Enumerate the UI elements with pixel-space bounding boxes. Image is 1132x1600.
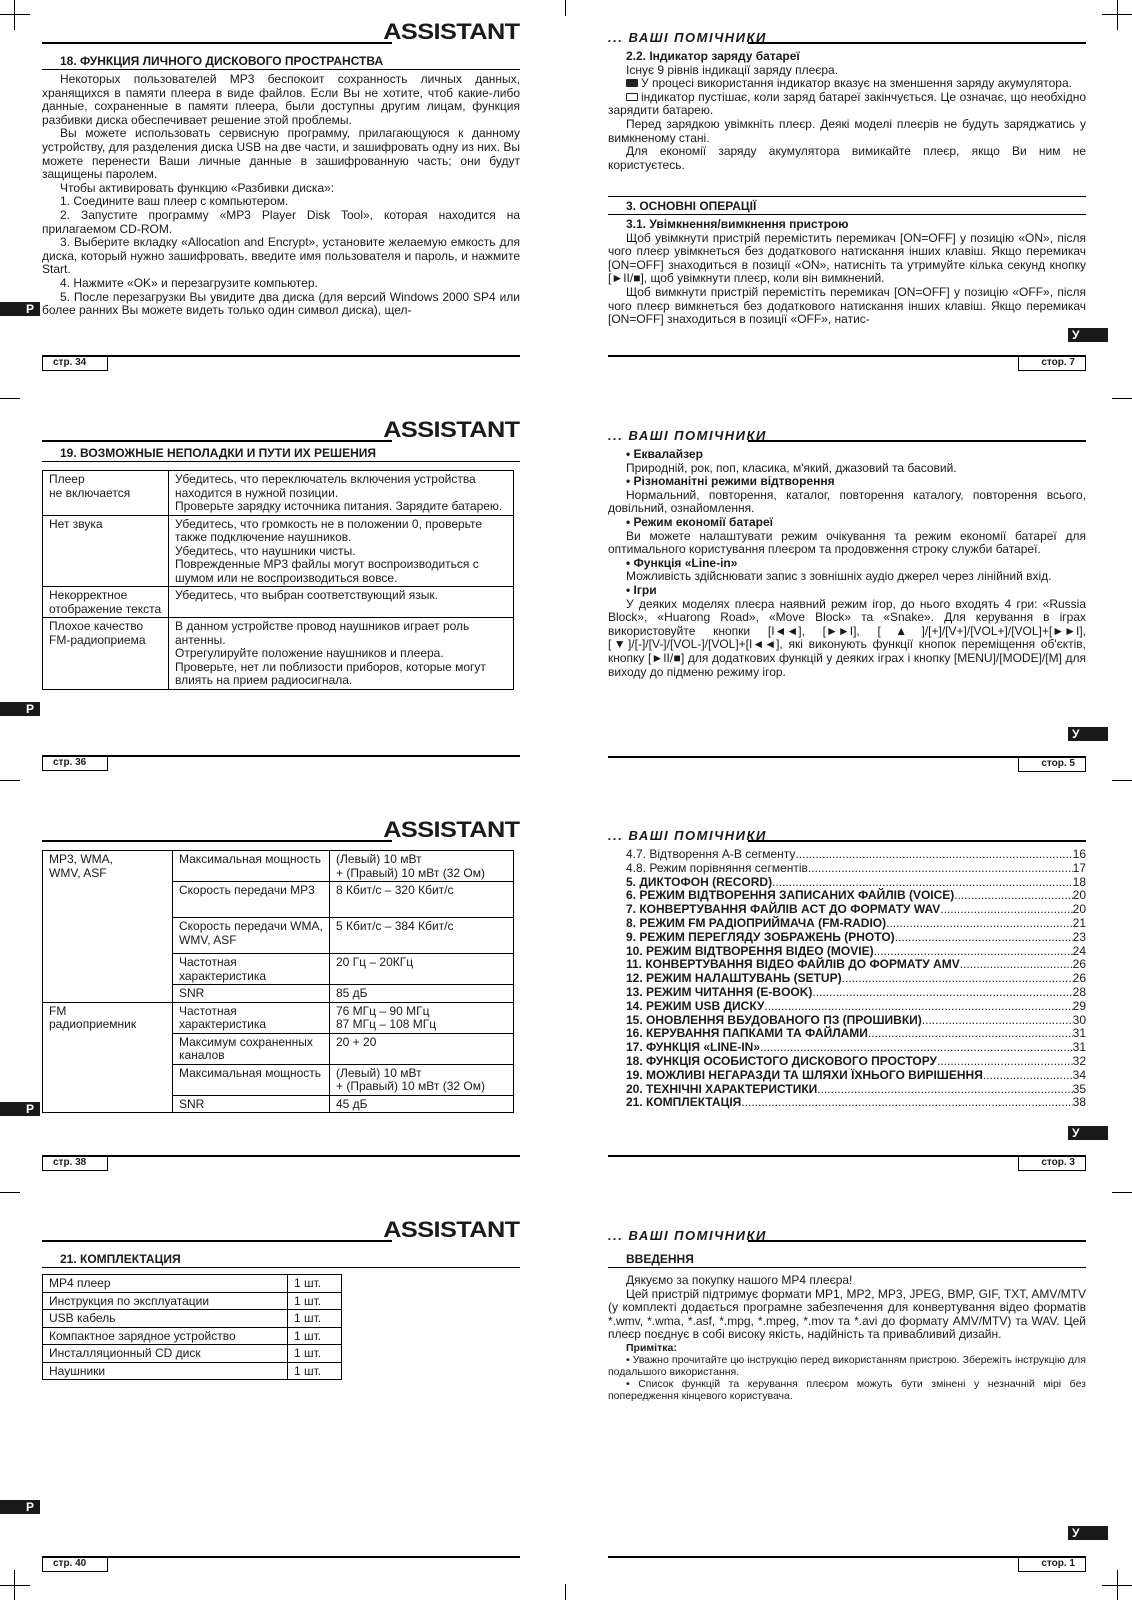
toc-entry [626, 958, 1086, 972]
toc-entry-page: 23 [1072, 929, 1086, 944]
crop-mark [0, 1192, 20, 1193]
language-tab-ua: У [1068, 328, 1108, 342]
page-number: стор. 3 [1018, 1157, 1086, 1171]
toc-entry-page: 28 [1072, 984, 1086, 999]
table-row [43, 1345, 342, 1363]
toc-leader-dots [817, 1083, 1072, 1097]
toc-entry [626, 1083, 1086, 1097]
table-row [43, 515, 514, 587]
item-cell: USB кабель [43, 1310, 288, 1328]
language-tab-ru: Р [0, 302, 40, 316]
table-of-contents [608, 848, 1086, 1110]
page-header [42, 818, 520, 844]
toc-entry-page: 24 [1072, 943, 1086, 958]
toc-entry-page: 21 [1072, 915, 1086, 930]
language-tab-ru: Р [0, 1102, 40, 1116]
section-title: ВВЕДЕННЯ [608, 1250, 1086, 1268]
toc-entry-page: 34 [1072, 1067, 1086, 1082]
toc-entry [626, 1000, 1086, 1014]
paragraph: 2. Запустите программу «MP3 Player Disk Tool», которая находится на прилагаемом CD-ROM. [42, 207, 520, 236]
toc-entry-title: 12. РЕЖИМ НАЛАШТУВАНЬ (SETUP) [626, 971, 842, 986]
toc-entry [626, 1027, 1086, 1041]
toc-leader-dots [868, 1027, 1073, 1041]
toc-entry [626, 917, 1086, 931]
toc-entry-page: 16 [1072, 847, 1086, 861]
toc-entry-title: 8. РЕЖИМ FM РАДІОПРИЙМАЧА (FM-RADIO) [626, 915, 887, 930]
spec-param-cell: SNR [173, 985, 330, 1003]
section-body [608, 218, 1086, 327]
table-row [43, 851, 514, 882]
page-5 [608, 418, 1086, 798]
spec-value-cell: 8 Кбит/с – 320 Кбит/с [330, 882, 514, 918]
feature-title: • Еквалайзер [626, 447, 703, 461]
page-header [608, 20, 1086, 46]
toc-entry-title: 13. РЕЖИМ ЧИТАННЯ (E-BOOK) [626, 984, 813, 999]
toc-leader-dots [812, 986, 1072, 1000]
toc-entry-title: 4.8. Режим порівняння сегментів [626, 860, 808, 875]
spec-param-cell: Скорость передачи WMA, WMV, ASF [173, 918, 330, 954]
page-header [42, 20, 520, 46]
page-header [608, 418, 1086, 444]
paragraph: 1. Соедините ваш плеер с компьютером. [60, 194, 289, 209]
toc-leader-dots [940, 903, 1072, 917]
toc-entry-title: 6. РЕЖИМ ВІДТВОРЕННЯ ЗАПИСАНИХ ФАЙЛІВ (VOICE) [626, 888, 955, 903]
toc-entry [626, 1041, 1086, 1055]
toc-leader-dots [960, 958, 1073, 972]
toc-entry [626, 1055, 1086, 1069]
toc-entry-title: 5. ДИКТОФОН (RECORD) [626, 874, 773, 889]
paragraph: Природній, рок, поп, класика, м'який, джазовий та басовий. [626, 460, 957, 475]
paragraph: Перед зарядкою увімкніть плеєр. Деякі моделі плеєрів не будуть заряджатись у вимкненому стані. [608, 116, 1086, 145]
solution-cell: Убедитесь, что переключатель включения устройства находится в нужной позиции. Проверьте зарядку источника питания. Зарядите батарею. [169, 471, 514, 516]
paragraph: Вы можете использовать сервисную программу, прилагающуюся к данному устройству, для разделения диска USB на две части, и зашифровать одну из них. Вы можете перенести Ваши личные данные в зашифрованную часть; они будут защищены паролем. [42, 126, 520, 182]
battery-empty-icon [626, 93, 638, 101]
paragraph: Щоб увімкнути пристрій перемістить перемикач [ON=OFF] у позицію «ON», після чого плеєр увімкнеться без додаткового натискання інших клавіш. Якщо перемикач [ON=OFF] знаходиться в позиції «ON», натисніть та утримуйте кілька секунд кнопку [►II/■], щоб увімкнути плеєр, коли він вимкнений. [608, 230, 1086, 286]
spec-value-cell: 20 Гц – 20КГц [330, 954, 514, 985]
toc-entry-title: 14. РЕЖИМ USB ДИСКУ [626, 998, 765, 1013]
feature-title: • Функція «Line-in» [626, 555, 738, 570]
spec-group-cell: FM радиоприемник [43, 1002, 173, 1113]
subsection-title: 2.2. Індикатор заряду батареї [626, 49, 800, 63]
paragraph: Можливість здійснювати запис з зовнішніх аудіо джерел через лінійний вхід. [626, 569, 1052, 584]
crop-mark [0, 1585, 30, 1586]
table-row [43, 1310, 342, 1328]
page-header [608, 818, 1086, 844]
toc-leader-dots [937, 1055, 1073, 1069]
item-cell: Инструкция по эксплуатации [43, 1292, 288, 1310]
page-40 [42, 1218, 520, 1598]
table-row [43, 1292, 342, 1310]
toc-entry-page: 17 [1072, 860, 1086, 875]
page-number: стр. 38 [42, 1157, 108, 1171]
toc-entry-page: 35 [1072, 1081, 1086, 1096]
toc-entry [626, 986, 1086, 1000]
language-tab-ua: У [1068, 727, 1108, 741]
brand-logo: ASSISTANT [383, 1217, 520, 1242]
toc-entry-title: 16. КЕРУВАННЯ ПАПКАМИ ТА ФАЙЛАМИ [626, 1026, 868, 1041]
toc-leader-dots [741, 1096, 1072, 1110]
section-title: 18. ФУНКЦИЯ ЛИЧНОГО ДИСКОВОГО ПРОСТРАНСТВА [42, 52, 520, 70]
spec-group-cell: MP3, WMA, WMV, ASF [43, 851, 173, 1003]
page-number: стр. 36 [42, 757, 108, 771]
spec-param-cell: Частотная характеристика [173, 1002, 330, 1033]
spec-value-cell: 76 МГц – 90 МГц 87 МГц – 108 МГц [330, 1002, 514, 1033]
item-cell: Компактное зарядное устройство [43, 1327, 288, 1345]
toc-entry-title: 11. КОНВЕРТУВАННЯ ВІДЕО ФАЙЛІВ ДО ФОРМАТУ AMV [626, 957, 960, 972]
crop-mark [1112, 780, 1132, 781]
toc-entry-title: 4.7. Відтворення А-В сегменту [626, 847, 796, 861]
section-title: 3. ОСНОВНІ ОПЕРАЦІЇ [608, 196, 1086, 215]
solution-cell: Убедитесь, что выбран соответствующий язык. [169, 587, 514, 618]
solution-cell: В данном устройстве провод наушников играет роль антенны. Отрегулируйте положение наушников и плеера. Проверьте, нет ли поблизости приборов, которые могут влиять на прием радиосигнала. [169, 618, 514, 690]
toc-entry-page: 26 [1072, 957, 1086, 972]
toc-entry-page: 18 [1072, 874, 1086, 889]
toc-entry-page: 32 [1072, 1053, 1086, 1068]
solution-cell: Убедитесь, что громкость не в положении 0, проверьте также подключение наушников. Убедитесь, что наушники чисты. Поврежденные MP3 файлы могут воспроизводиться с шумом или не воспроизводиться вовсе. [169, 515, 514, 587]
spec-value-cell: 20 + 20 [330, 1033, 514, 1064]
table-row [43, 1327, 342, 1345]
crop-mark [14, 0, 15, 30]
brand-logo: ASSISTANT [383, 19, 520, 44]
tagline: ... ВАШІ ПОМІЧНИКИ [608, 828, 767, 843]
qty-cell: 1 шт. [288, 1292, 342, 1310]
spec-param-cell: Максимальная мощность [173, 851, 330, 882]
crop-mark [0, 14, 30, 15]
language-tab-ru: Р [0, 702, 40, 716]
toc-entry-page: 26 [1072, 971, 1086, 986]
feature-title: • Ігри [626, 582, 657, 597]
crop-mark [0, 780, 20, 781]
section-body [608, 448, 1086, 679]
paragraph: Цей пристрій підтримує формати MP1, MP2, MP3, JPEG, BMP, GIF, TXT, AMV/MTV (у комплекті додається програмне забезпечення для конвертування відео форматів *.wmv, *.wma, *.asf, *.mpg, *.mpeg, *.mov та *.avi до формату AMV/MTV) та WAV. Цей плеєр поєднує в собі високу якість, надійність та привабливий дизайн. [608, 1286, 1086, 1342]
qty-cell: 1 шт. [288, 1327, 342, 1345]
toc-leader-dots [760, 1041, 1073, 1055]
spec-param-cell: Частотная характеристика [173, 954, 330, 985]
paragraph: індикатор пустішає, коли заряд батареї закінчується. Це означає, що необхідно зарядити батарею. [608, 89, 1086, 118]
toc-leader-dots [808, 862, 1073, 876]
troubleshooting-table [42, 470, 514, 690]
table-row [43, 618, 514, 690]
toc-entry [626, 1069, 1086, 1083]
toc-entry-title: 18. ФУНКЦІЯ ОСОБИСТОГО ДИСКОВОГО ПРОСТОРУ [626, 1053, 938, 1068]
section-body [608, 1274, 1086, 1402]
section-title: 19. ВОЗМОЖНЫЕ НЕПОЛАДКИ И ПУТИ ИХ РЕШЕНИЯ [42, 444, 520, 462]
paragraph: Ви можете налаштувати режим очікування та режим економії батареї для оптимального користування плеєром та продовження строку служби батареї. [608, 528, 1086, 557]
note-label: Примітка: [626, 1341, 677, 1354]
crop-mark [1112, 1192, 1132, 1193]
paragraph: Нормальний, повторення, каталог, повторення каталогу, повторення всього, довільний, ознайомлення. [608, 487, 1086, 516]
toc-entry [626, 972, 1086, 986]
item-cell: Инсталляционный CD диск [43, 1345, 288, 1363]
page-number: стр. 34 [42, 357, 108, 371]
toc-entry-page: 30 [1072, 1012, 1086, 1027]
spec-param-cell: Максимальная мощность [173, 1064, 330, 1095]
crop-mark [1102, 1585, 1132, 1586]
toc-entry-title: 17. ФУНКЦІЯ «LINE-IN» [626, 1040, 760, 1055]
page-7 [608, 20, 1086, 400]
toc-entry-page: 31 [1072, 1040, 1086, 1055]
qty-cell: 1 шт. [288, 1362, 342, 1380]
qty-cell: 1 шт. [288, 1345, 342, 1363]
battery-full-icon [626, 79, 638, 87]
spec-value-cell: (Левый) 10 мВт + (Правый) 10 мВт (32 Ом) [330, 1064, 514, 1095]
paragraph: 3. Выберите вкладку «Allocation and Encrypt», установите желаемую емкость для диска, который нужно зашифровать, введите имя пользователя и пароль, и нажмите Start. [42, 235, 520, 277]
page-number: стор. 5 [1018, 758, 1086, 772]
page-header [608, 1218, 1086, 1244]
toc-entry-page: 20 [1072, 888, 1086, 903]
toc-entry [626, 1096, 1086, 1110]
paragraph: У процесі використання індикатор вказує на зменшення заряду акумулятора. [608, 77, 1086, 91]
crop-mark [565, 0, 566, 16]
item-cell: MP4 плеер [43, 1275, 288, 1293]
page-1 [608, 1218, 1086, 1598]
page-3 [608, 818, 1086, 1198]
spec-value-cell: 5 Кбит/с – 384 Кбит/с [330, 918, 514, 954]
toc-leader-dots [886, 917, 1073, 931]
qty-cell: 1 шт. [288, 1310, 342, 1328]
brand-logo: ASSISTANT [383, 417, 520, 442]
toc-entry [626, 903, 1086, 917]
toc-entry-page: 38 [1072, 1095, 1086, 1110]
table-row [43, 1002, 514, 1033]
toc-entry-page: 29 [1072, 998, 1086, 1013]
page-number: стор. 7 [1018, 357, 1086, 371]
paragraph: Дякуємо за покупку нашого MP4 плеєра! [626, 1273, 853, 1287]
spec-param-cell: Скорость передачи MP3 [173, 882, 330, 918]
toc-entry-title: 15. ОНОВЛЕННЯ ВБУДОВАНОГО ПЗ (ПРОШИВКИ) [626, 1012, 922, 1027]
table-row [43, 471, 514, 516]
paragraph: 5. После перезагрузки Вы увидите два диска (для версий Windows 2000 SP4 или более ранних Вы можете видеть только один символ диска), щел- [42, 289, 520, 318]
toc-entry-title: 7. КОНВЕРТУВАННЯ ФАЙЛІВ ACT ДО ФОРМАТУ WAV [626, 902, 941, 917]
paragraph: Щоб вимкнути пристрій перемістіть перемикач [ON=OFF] у позицію «OFF», після чого плеєр вимкнеться без додаткового натискання інших клавіш. Якщо перемикач [ON=OFF] знаходиться в позиції «OFF», натис- [608, 284, 1086, 327]
brand-logo: ASSISTANT [383, 817, 520, 842]
toc-leader-dots [795, 848, 1072, 862]
language-tab-ua: У [1068, 1526, 1108, 1540]
crop-mark [565, 1584, 566, 1600]
toc-entry [626, 931, 1086, 945]
crop-mark [1112, 398, 1132, 399]
tagline: ... ВАШІ ПОМІЧНИКИ [608, 30, 767, 45]
feature-title: • Режим економії батареї [626, 514, 774, 529]
table-row [43, 587, 514, 618]
paragraph: 4. Нажмите «OK» и перезагрузите компьютер. [60, 275, 318, 290]
toc-leader-dots [764, 1000, 1072, 1014]
note: • Уважно прочитайте цю інструкцію перед використанням пристрою. Збережіть інструкцію для подальшого використання. [608, 1353, 1086, 1378]
page-header [42, 1218, 520, 1244]
problem-cell: Некорректное отображение текста [43, 587, 169, 618]
tagline: ... ВАШІ ПОМІЧНИКИ [608, 1228, 767, 1243]
language-tab-ru: Р [0, 1500, 40, 1514]
page-36 [42, 418, 520, 798]
paragraph: Некоторых пользователей MP3 беспокоит сохранность личных данных, хранящихся в памяти плеера в виде файлов. Если Вы не хотите, чтоб какие-либо данные, сохраненные в памяти плеера, были доступны другим лицам, функция разбивки диска обеспечивает решение этой проблемы. [42, 72, 520, 127]
toc-entry [626, 862, 1086, 876]
contents-table [42, 1274, 342, 1380]
section-title: 21. КОМПЛЕКТАЦИЯ [42, 1250, 520, 1268]
spec-value-cell: 45 дБ [330, 1095, 514, 1113]
subsection-title: 3.1. Увімкнення/вимкнення пристрою [626, 217, 849, 231]
spec-value-cell: 85 дБ [330, 985, 514, 1003]
problem-cell: Плеер не включается [43, 471, 169, 516]
section-body [42, 73, 520, 318]
paragraph: Для економії заряду акумулятора вимикайте плеєр, якщо Ви ним не користуєтесь. [608, 144, 1086, 172]
toc-entry-title: 19. МОЖЛИВІ НЕГАРАЗДИ ТА ШЛЯХИ ЇХНЬОГО ВИРІШЕННЯ [626, 1067, 983, 1082]
crop-mark [0, 398, 20, 399]
spec-param-cell: Максимум сохраненных каналов [173, 1033, 330, 1064]
crop-mark [1117, 0, 1118, 30]
toc-leader-dots [895, 931, 1073, 945]
item-cell: Наушники [43, 1362, 288, 1380]
toc-entry-page: 20 [1072, 902, 1086, 917]
toc-entry-title: 9. РЕЖИМ ПЕРЕГЛЯДУ ЗОБРАЖЕНЬ (PHOTO) [626, 929, 895, 944]
page-number: стр. 40 [42, 1558, 108, 1572]
toc-entry-title: 20. ТЕХНІЧНІ ХАРАКТЕРИСТИКИ [626, 1081, 818, 1096]
tagline: ... ВАШІ ПОМІЧНИКИ [608, 428, 767, 443]
paragraph: Чтобы активировать функцию «Разбивки диска»: [60, 180, 335, 195]
crop-mark [1102, 14, 1132, 15]
spec-param-cell: SNR [173, 1095, 330, 1113]
problem-cell: Плохое качество FM-радиоприема [43, 618, 169, 690]
toc-entry-page: 31 [1072, 1026, 1086, 1041]
page-34 [42, 20, 520, 400]
page-number: стор. 1 [1018, 1558, 1086, 1572]
section-body [608, 50, 1086, 172]
toc-leader-dots [983, 1069, 1073, 1083]
table-row [43, 1275, 342, 1293]
toc-entry [626, 848, 1086, 862]
qty-cell: 1 шт. [288, 1275, 342, 1293]
toc-entry-title: 10. РЕЖИМ ВІДТВОРЕННЯ ВІДЕО (MOVIE) [626, 943, 874, 958]
paragraph: У деяких моделях плеєра наявний режим ігор, до нього входять 4 гри: «Russia Block», «Huarong Road», «Move Block» та «Snake». Для керування в іграх використовуйте кнопки [I◄◄], [►►I], [▲]/[+]/[V+]/[VOL+]/[VOL]+[►►I], [▼]/[-]/[V-]/[VOL-]/[VOL]+[I◄◄], які виконують функції кнопок переміщення об'єктів, кнопку [►II/■] для додаткових функцій у деяких іграх і кнопку [MENU]/[MODE]/[M] для виходу до підменю режиму ігор. [608, 596, 1086, 679]
note: • Список функцій та керування плеєром можуть бути змінені у незначній мірі без попередження кінцевого користувача. [608, 1377, 1086, 1402]
table-row [43, 1362, 342, 1380]
page-header [42, 418, 520, 444]
toc-leader-dots [954, 889, 1072, 903]
problem-cell: Нет звука [43, 515, 169, 587]
feature-title: • Різноманітні режими відтворення [626, 474, 835, 489]
toc-entry-title: 21. КОМПЛЕКТАЦІЯ [626, 1095, 742, 1110]
toc-leader-dots [842, 972, 1073, 986]
toc-leader-dots [922, 1014, 1073, 1028]
page-38 [42, 818, 520, 1198]
specs-table [42, 850, 514, 1113]
language-tab-ua: У [1068, 1126, 1108, 1140]
spec-value-cell: (Левый) 10 мВт + (Правый) 10 мВт (32 Ом) [330, 851, 514, 882]
paragraph: Існує 9 рівнів індикації заряду плеєра. [626, 62, 839, 77]
